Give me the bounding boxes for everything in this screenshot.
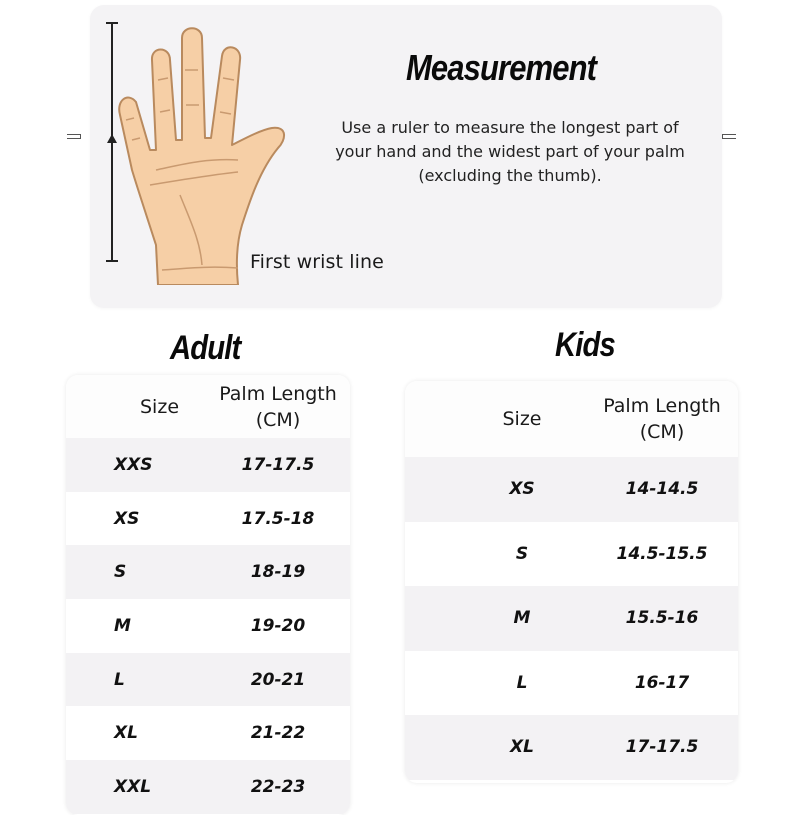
header-size: Size — [502, 408, 542, 430]
length-cell: 14-14.5 — [625, 479, 699, 500]
header-palm-length: Palm Length (CM) — [219, 382, 337, 431]
table-row — [66, 760, 350, 814]
adult-section-title: Adult — [170, 329, 241, 367]
table-row — [405, 586, 738, 651]
table-header — [66, 375, 350, 438]
size-cell: XL — [114, 723, 138, 744]
length-cell: 20-21 — [250, 669, 306, 690]
size-cell: S — [114, 562, 127, 583]
kids-size-table — [405, 381, 738, 783]
table-row — [405, 651, 738, 716]
measurement-title: Measurement — [406, 47, 597, 88]
size-cell: XS — [114, 508, 140, 529]
adult-size-table — [66, 375, 350, 815]
table-row — [405, 457, 738, 522]
length-cell: 21-22 — [250, 723, 306, 744]
table-header — [405, 381, 738, 457]
size-cell: M — [114, 615, 131, 636]
wrist-line-label: First wrist line — [250, 251, 384, 273]
length-cell: 17-17.5 — [625, 737, 699, 758]
header-size: Size — [140, 395, 180, 418]
header-palm-length: Palm Length (CM) — [603, 395, 721, 443]
table-row — [66, 438, 350, 492]
table-row — [66, 599, 350, 653]
table-row — [66, 653, 350, 707]
length-cell: 14.5-15.5 — [616, 543, 708, 564]
length-cell: 19-20 — [250, 615, 306, 636]
size-cell: XXS — [114, 454, 153, 475]
measurement-description: Use a ruler to measure the longest part of your hand and the widest part of your palm (excluding the thumb). — [335, 118, 685, 185]
size-cell: L — [114, 669, 125, 690]
size-cell: S — [515, 543, 529, 564]
hand-illustration — [110, 20, 310, 285]
length-cell: 17-17.5 — [241, 454, 315, 475]
length-cell: 16-17 — [634, 672, 690, 693]
measurement-card — [90, 5, 722, 308]
table-row — [66, 492, 350, 546]
size-cell: M — [513, 608, 531, 629]
length-cell: 18-19 — [250, 562, 306, 583]
table-row — [405, 715, 738, 780]
length-cell: 17.5-18 — [241, 508, 315, 529]
size-cell: XS — [509, 479, 535, 500]
size-cell: L — [516, 672, 528, 693]
right-edge-marker — [722, 134, 736, 139]
table-row — [66, 706, 350, 760]
table-row — [405, 522, 738, 587]
size-cell: XL — [510, 737, 534, 758]
length-cell: 22-23 — [250, 776, 306, 797]
table-row — [66, 545, 350, 599]
left-edge-marker — [67, 134, 81, 139]
length-cell: 15.5-16 — [625, 608, 699, 629]
size-cell: XXL — [114, 776, 152, 797]
kids-section-title: Kids — [555, 326, 615, 364]
